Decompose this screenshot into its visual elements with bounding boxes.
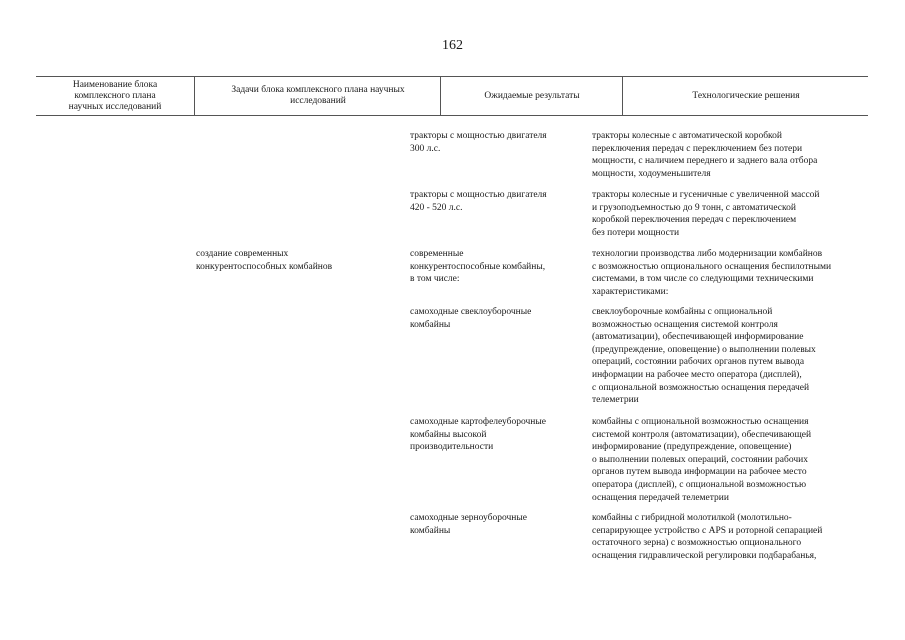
row-result: самоходные зерноуборочные комбайны — [410, 513, 527, 536]
row-solution: комбайны с опциональной возможностью оснащения системой контроля (автоматизации), обеспечивающей информирование (предупреждение, оповещение) о выполнении полевых операций, состоянии рабочих органов путем вывода информации на рабочее место оператора (дисплей), с опциональной возможностью оснащения передачей телеметрии — [592, 417, 812, 503]
header-tech-solutions: Технологические решения — [622, 77, 869, 115]
row-result: самоходные картофелеуборочные комбайны высокой производительности — [410, 417, 546, 453]
row-result: самоходные свеклоуборочные комбайны — [410, 307, 532, 330]
row-solution: комбайны с гибридной молотилкой (молотильно- сепарирующее устройство с APS и роторной сепарацией остаточного зерна) с возможностью опционального оснащения гидравлической регулировки подбарабанья, — [592, 513, 823, 561]
header-block-name: Наименование блока комплексного плана научных исследований — [68, 79, 162, 112]
header-expected-results: Ожидаемые результаты — [440, 77, 623, 115]
row-solution: тракторы колесные с автоматической коробкой переключения передач с переключением без потери мощности, с наличием переднего и заднего вала отбора мощности, ходоуменьшителя — [592, 131, 818, 179]
row-solution: технологии производства либо модернизации комбайнов с возможностью опционального оснащения беспилотными системами, в том числе со следующими техническими характеристиками: — [592, 249, 832, 297]
row-solution: тракторы колесные и гусеничные с увеличенной массой и грузоподъемностью до 9 тонн, с автоматической коробкой переключения передач с переключением без потери мощности — [592, 190, 820, 238]
row-solution: свеклоуборочные комбайны с опциональной возможностью оснащения системой контроля (автоматизации), обеспечивающей информирование (предупреждение, оповещение) о выполнении полевых операций, состоянии рабочих органов путем вывода информации на рабочее место оператора (дисплей), с опциональной возможностью оснащения передачей телеметрии — [592, 307, 816, 406]
row-result: тракторы с мощностью двигателя 420 - 520 л.с. — [410, 190, 547, 213]
row-task: создание современных конкурентоспособных комбайнов — [196, 249, 333, 272]
page-number: 162 — [442, 38, 463, 53]
table-header — [36, 76, 868, 116]
header-block-tasks: Задачи блока комплексного плана научных исследований — [194, 77, 441, 115]
row-result: тракторы с мощностью двигателя 300 л.с. — [410, 131, 547, 154]
row-result: современные конкурентоспособные комбайны, в том числе: — [410, 249, 546, 285]
